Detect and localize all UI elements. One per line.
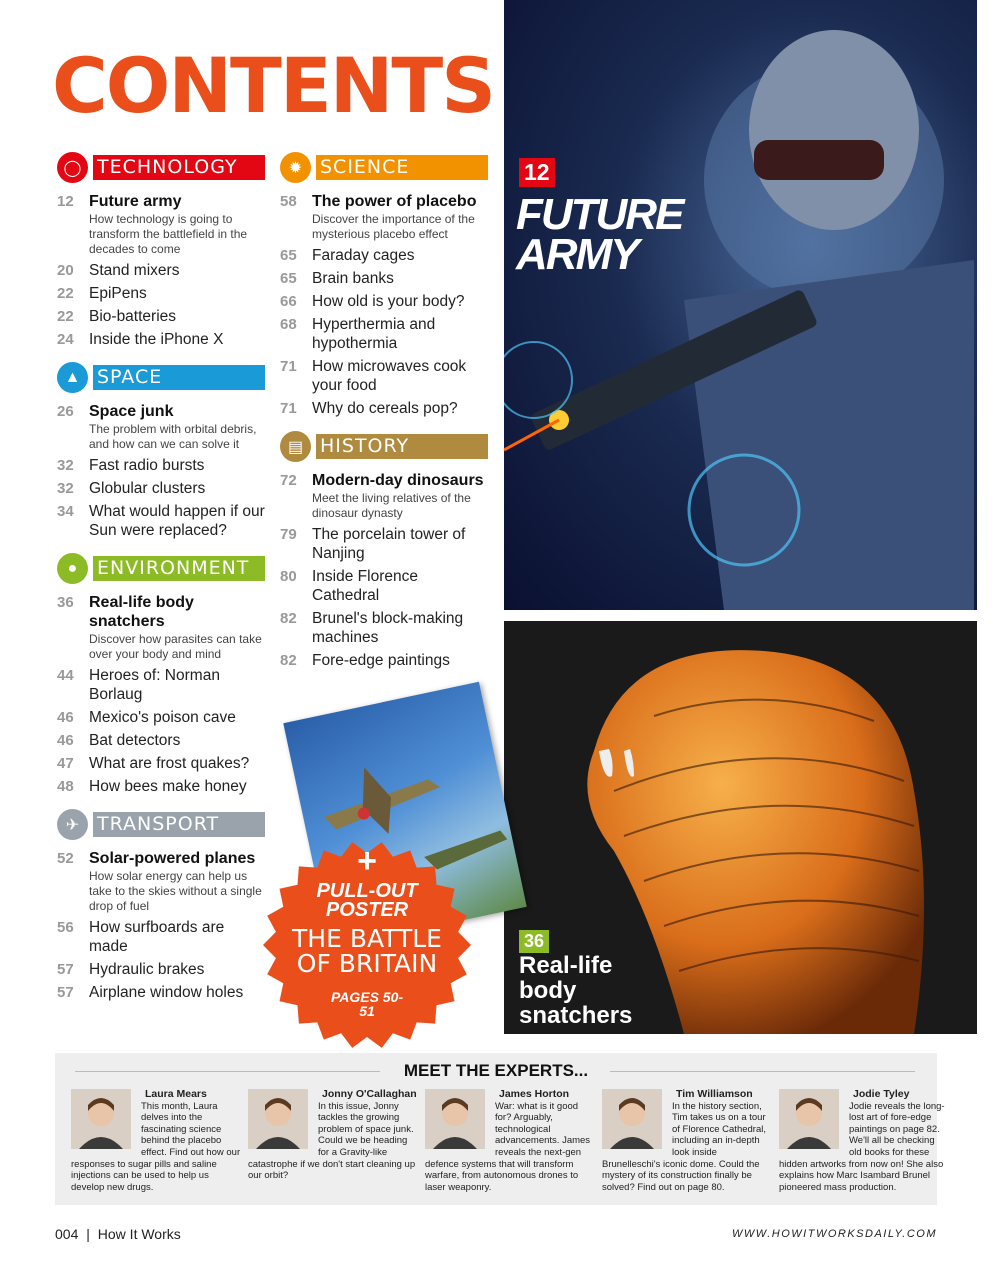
section-header-science[interactable] (280, 155, 488, 180)
atom-icon: ✹ (280, 152, 311, 183)
item-page-number: 57 (57, 961, 74, 978)
item-text (89, 307, 176, 326)
item-page-number: 12 (57, 193, 74, 210)
item-page-number: 48 (57, 778, 74, 795)
item-title: Solar-powered planes (89, 850, 256, 867)
item-title: The porcelain tower of Nanjing (312, 526, 466, 562)
item-text (312, 292, 465, 311)
expert-bio: Jodie reveals the long-lost art of fore-edge paintings on page 82. We'll all be checking old books for these hidden artworks from now on! She also explains how Marc Isambard Brunel pioneered mass production. (779, 1100, 945, 1193)
item-description: Discover how parasites can take over your body and mind (89, 632, 262, 661)
item-title: Inside Florence Cathedral (312, 568, 418, 604)
feature-image-body-snatchers[interactable] (504, 621, 977, 1034)
contents-item[interactable] (57, 192, 265, 257)
section-label: SPACE (93, 365, 265, 390)
item-page-number: 47 (57, 755, 74, 772)
item-page-number: 68 (280, 316, 297, 333)
item-text (312, 651, 450, 670)
column-left (57, 155, 265, 1006)
item-text (312, 246, 415, 265)
item-description: Meet the living relatives of the dinosaur dynasty (312, 491, 471, 520)
item-page-number: 22 (57, 308, 74, 325)
item-title: Heroes of: Norman Borlaug (89, 667, 220, 703)
contents-item[interactable] (280, 357, 488, 395)
contents-item[interactable] (57, 777, 265, 796)
item-title: Hydraulic brakes (89, 961, 205, 978)
item-page-number: 82 (280, 610, 297, 627)
item-text (89, 731, 180, 750)
item-text (89, 960, 204, 979)
contents-item[interactable] (57, 960, 265, 979)
item-page-number: 71 (280, 400, 297, 417)
item-page-number: 57 (57, 984, 74, 1001)
contents-item[interactable] (280, 269, 488, 288)
contents-item[interactable] (280, 567, 488, 605)
item-text (89, 754, 249, 773)
poster-plus: + (357, 842, 377, 880)
item-page-number: 26 (57, 403, 74, 420)
footer-left (55, 1226, 181, 1242)
section-list-technology (57, 192, 265, 349)
contents-item[interactable] (57, 502, 265, 540)
section-header-environment[interactable] (57, 556, 265, 581)
expert-avatar (248, 1089, 308, 1149)
item-text (312, 315, 488, 353)
expert-bio: This month, Laura delves into the fascinating science behind the placebo effect. Find out how our responses to sugar pills and saline injections can be used to help us develop new drugs. (71, 1100, 241, 1193)
expert-bio: War: what is it good for? Arguably, technological advancements. James reveals the next-gen defence systems that will transform warfare, from autonomous drones to laser weaponry. (425, 1100, 591, 1193)
item-title: Modern-day dinosaurs (312, 472, 484, 489)
item-text (89, 502, 265, 540)
item-title: Faraday cages (312, 247, 415, 264)
item-page-number: 22 (57, 285, 74, 302)
section-list-history (280, 471, 488, 670)
contents-item[interactable] (280, 292, 488, 311)
item-text (312, 357, 488, 395)
expert-avatar (425, 1089, 485, 1149)
item-title: What are frost quakes? (89, 755, 250, 772)
feature-title: FUTURE ARMY (516, 190, 683, 279)
contents-item[interactable] (280, 651, 488, 670)
expert-avatar (779, 1089, 839, 1149)
section-header-space[interactable] (57, 365, 265, 390)
item-page-number: 34 (57, 503, 74, 520)
expert-name: Jodie Tyley (853, 1088, 910, 1100)
contents-item[interactable] (57, 284, 265, 303)
item-text (312, 471, 488, 521)
page-number: 004 (55, 1226, 79, 1242)
contents-item[interactable] (280, 246, 488, 265)
item-text (89, 479, 205, 498)
feature-page-number: 12 (519, 158, 555, 187)
item-page-number: 72 (280, 472, 297, 489)
item-title: What would happen if our Sun were replaced? (89, 503, 265, 539)
section-header-technology[interactable] (57, 155, 265, 180)
expert-name: Jonny O'Callaghan (322, 1088, 417, 1100)
item-page-number: 46 (57, 732, 74, 749)
item-title: Bio-batteries (89, 308, 177, 325)
contents-item[interactable] (57, 307, 265, 326)
item-text (89, 284, 147, 303)
item-description: How solar energy can help us take to the skies without a single drop of fuel (89, 869, 262, 913)
item-page-number: 44 (57, 667, 74, 684)
airplane-icon: ✈ (57, 809, 88, 840)
section-label: TRANSPORT (93, 812, 265, 837)
page-title: CONTENTS (52, 41, 494, 130)
item-text (89, 261, 179, 280)
footer-separator: | (86, 1226, 90, 1242)
soldier-illustration (504, 0, 977, 610)
item-title: Airplane window holes (89, 984, 244, 1001)
item-text (312, 192, 488, 242)
section-header-history[interactable] (280, 434, 488, 459)
contents-item[interactable] (57, 849, 265, 914)
section-list-environment (57, 593, 265, 796)
feature-title: Real-life body snatchers (519, 952, 633, 1029)
item-description: The problem with orbital debris, and how can we can solve it (89, 422, 257, 451)
item-text (89, 593, 265, 662)
contents-item[interactable] (57, 708, 265, 727)
item-text (89, 708, 236, 727)
item-page-number: 52 (57, 850, 74, 867)
section-label: ENVIRONMENT (93, 556, 265, 581)
item-title: Globular clusters (89, 480, 206, 497)
section-label: TECHNOLOGY (93, 155, 265, 180)
expert-bio: In the history section, Tim takes us on a tour of Florence Cathedral, including an in-depth look inside Brunelleschi's iconic dome. Could the mystery of its construction finally be solved? Find out on page 80. (602, 1100, 766, 1193)
contents-item[interactable] (280, 399, 488, 418)
expert-avatar (602, 1089, 662, 1149)
book-icon: ▤ (280, 431, 311, 462)
expert-avatar (71, 1089, 131, 1149)
contents-item[interactable] (57, 666, 265, 704)
item-title: Brunel's block-making machines (312, 610, 464, 646)
poster-line2: THE BATTLE OF BRITAIN (292, 924, 442, 978)
pullout-poster-badge[interactable] (262, 840, 472, 1050)
contents-item[interactable] (57, 731, 265, 750)
item-text (312, 609, 488, 647)
section-list-science (280, 192, 488, 418)
section-label: SCIENCE (316, 155, 488, 180)
item-title: Hyperthermia and hypothermia (312, 316, 436, 352)
contents-item[interactable] (57, 402, 265, 452)
item-page-number: 36 (57, 594, 74, 611)
expert-card (71, 1089, 241, 1193)
item-text (89, 402, 265, 452)
item-text (312, 399, 458, 418)
item-title: How bees make honey (89, 778, 247, 795)
section-header-transport[interactable] (57, 812, 265, 837)
item-page-number: 32 (57, 480, 74, 497)
contents-item[interactable] (280, 609, 488, 647)
item-page-number: 32 (57, 457, 74, 474)
item-title: How microwaves cook your food (312, 358, 467, 394)
item-title: Real-life body snatchers (89, 594, 194, 630)
expert-card (602, 1089, 772, 1193)
column-middle (280, 155, 488, 674)
item-text (89, 918, 265, 956)
magazine-name: How It Works (97, 1226, 181, 1242)
poster-line3: PAGES 50-51 (330, 989, 404, 1019)
website-url[interactable]: WWW.HOWITWORKSDAILY.COM (732, 1228, 937, 1240)
contents-item[interactable] (57, 261, 265, 280)
item-page-number: 80 (280, 568, 297, 585)
item-title: Brain banks (312, 270, 394, 287)
item-text (89, 192, 265, 257)
item-title: Inside the iPhone X (89, 331, 224, 348)
item-page-number: 79 (280, 526, 297, 543)
item-page-number: 65 (280, 247, 297, 264)
expert-name: James Horton (499, 1088, 570, 1100)
item-text (89, 777, 247, 796)
item-page-number: 46 (57, 709, 74, 726)
item-text (89, 983, 243, 1002)
expert-name: Laura Mears (145, 1088, 207, 1100)
section-label: HISTORY (316, 434, 488, 459)
poster-line1: PULL-OUT POSTER (316, 880, 418, 921)
globe-icon: ● (57, 553, 88, 584)
item-title: How surfboards are made (89, 919, 225, 955)
item-title: Space junk (89, 403, 174, 420)
contents-item[interactable] (280, 192, 488, 242)
item-title: The power of placebo (312, 193, 477, 210)
item-text (312, 525, 488, 563)
item-title: How old is your body? (312, 293, 465, 310)
experts-panel (55, 1053, 945, 1205)
contents-item[interactable] (57, 330, 265, 349)
item-description: Discover the importance of the mysterious placebo effect (312, 212, 475, 241)
contents-item[interactable] (57, 479, 265, 498)
contents-item[interactable] (57, 593, 265, 662)
item-page-number: 65 (280, 270, 297, 287)
item-text (89, 849, 265, 914)
item-title: Mexico's poison cave (89, 709, 236, 726)
expert-bio: In this issue, Jonny tackles the growing problem of space junk. Could we be heading for a Gravity-like catastrophe if we don't start cleaning up our orbit? (248, 1100, 416, 1182)
item-title: Stand mixers (89, 262, 180, 279)
item-title: Why do cereals pop? (312, 400, 458, 417)
expert-name: Tim Williamson (676, 1088, 753, 1100)
item-title: Bat detectors (89, 732, 181, 749)
item-title: EpiPens (89, 285, 147, 302)
contents-item[interactable] (57, 754, 265, 773)
contents-item[interactable] (57, 918, 265, 956)
item-text (89, 456, 204, 475)
item-text (312, 269, 394, 288)
item-page-number: 82 (280, 652, 297, 669)
expert-card (779, 1089, 949, 1193)
item-text (312, 567, 488, 605)
contents-item[interactable] (280, 525, 488, 563)
section-list-space (57, 402, 265, 540)
item-page-number: 71 (280, 358, 297, 375)
experts-heading: MEET THE EXPERTS... (403, 1061, 589, 1080)
contents-item[interactable] (57, 983, 265, 1002)
item-title: Fore-edge paintings (312, 652, 450, 669)
item-text (89, 330, 223, 349)
item-page-number: 58 (280, 193, 297, 210)
expert-card (248, 1089, 418, 1182)
item-page-number: 56 (57, 919, 74, 936)
feature-image-future-army[interactable] (504, 0, 977, 610)
item-page-number: 20 (57, 262, 74, 279)
item-page-number: 24 (57, 331, 74, 348)
section-list-transport (57, 849, 265, 1002)
item-title: Fast radio bursts (89, 457, 205, 474)
item-text (89, 666, 265, 704)
contents-item[interactable] (57, 456, 265, 475)
contents-item[interactable] (280, 315, 488, 353)
item-title: Future army (89, 193, 182, 210)
contents-item[interactable] (280, 471, 488, 521)
item-description: How technology is going to transform the battlefield in the decades to come (89, 212, 248, 256)
feature-page-number: 36 (519, 930, 549, 953)
lightbulb-icon: ◯ (57, 152, 88, 183)
expert-card (425, 1089, 595, 1193)
rocket-icon: ▲ (57, 362, 88, 393)
item-page-number: 66 (280, 293, 297, 310)
